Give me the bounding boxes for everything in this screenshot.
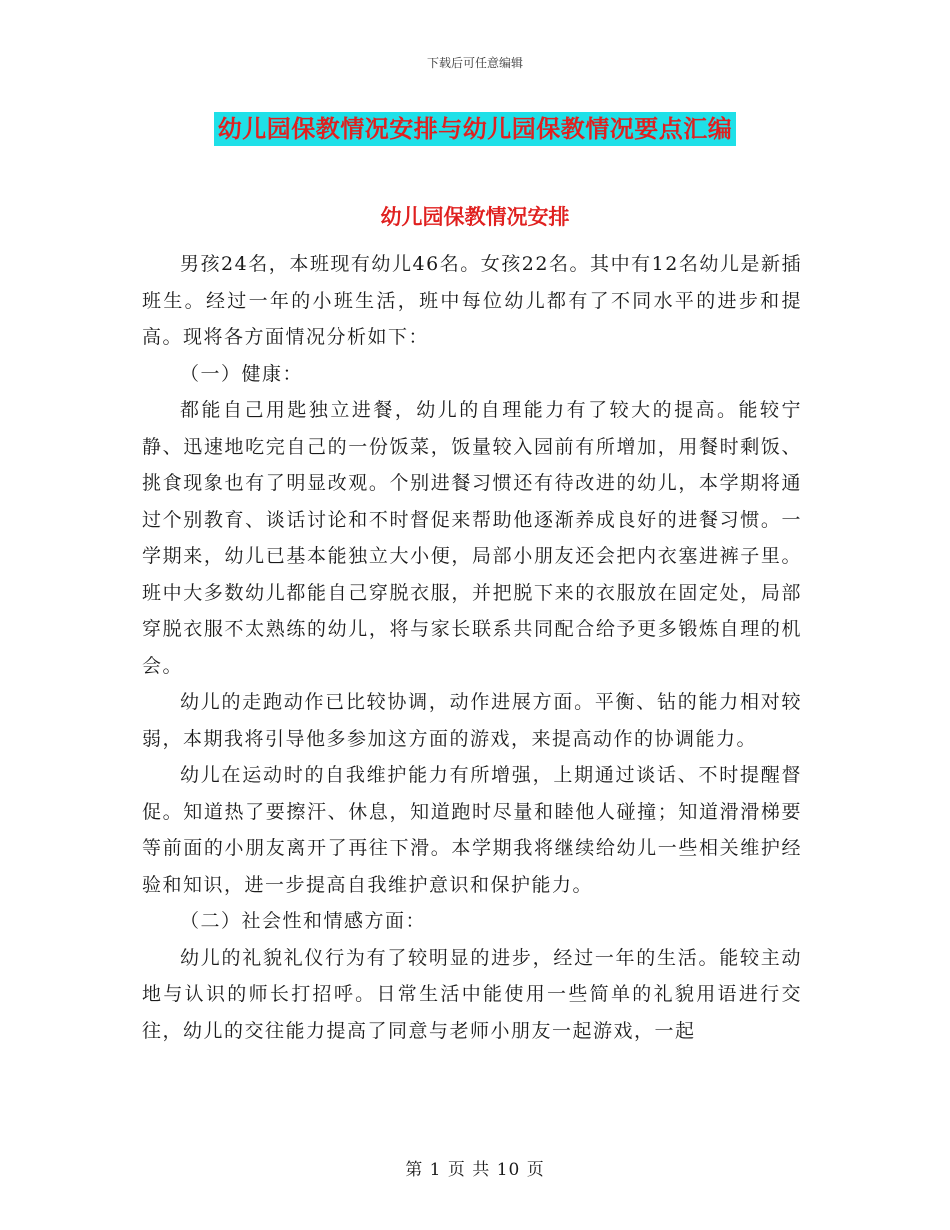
header-note: 下载后可任意编辑 [426, 56, 523, 70]
paragraph-self-protection: 幼儿在运动时的自我维护能力有所增强，上期通过谈话、不时提醒督促。知道热了要擦汗、休息，知道跑时尽量和睦他人碰撞；知道滑滑梯要等前面的小朋友离开了再往下滑。本学期我将继续给幼儿一些相关维护经验和知识，进一步提高自我维护意识和保护能力。 [142, 764, 802, 896]
subheading-health: （一）健康： [180, 362, 304, 385]
page-footer: 第 1 页 共 10 页 [405, 1160, 545, 1180]
paragraph-manners: 幼儿的礼貌礼仪行为有了较明显的进步，经过一年的生活。能较主动地与认识的师长打招呼。日常生活中能使用一些简单的礼貌用语进行交往，幼儿的交往能力提高了同意与老师小朋友一起游戏，一起 [142, 946, 802, 1042]
document-title [0, 112, 950, 146]
paragraph-motor-skills: 幼儿的走跑动作已比较协调，动作进展方面。平衡、钻的能力相对较弱，本期我将引导他多参加这方面的游戏，来提高动作的协调能力。 [142, 691, 802, 750]
paragraph-intro: 男孩24名，本班现有幼儿46名。女孩22名。其中有12名幼儿是新插班生。经过一年的小班生活，班中每位幼儿都有了不同水平的进步和提高。现将各方面情况分析如下： [142, 253, 802, 348]
body-text [142, 246, 802, 1049]
section-title: 幼儿园保教情况安排 [380, 204, 570, 229]
paragraph-self-care: 都能自己用匙独立进餐，幼儿的自理能力有了较大的提高。能较宁静、迅速地吃完自己的一份饭菜，饭量较入园前有所增加，用餐时剩饭、挑食现象也有了明显改观。个别进餐习惯还有待改进的幼儿，本学期将通过个别教育、谈话讨论和不时督促来帮助他逐渐养成良好的进餐习惯。一学期来，幼儿已基本能独立大小便，局部小朋友还会把内衣塞进裤子里。班中大多数幼儿都能自己穿脱衣服，并把脱下来的衣服放在固定处，局部穿脱衣服不太熟练的幼儿，将与家长联系共同配合给予更多锻炼自理的机会。 [142, 399, 802, 677]
subheading-social-emotional: （二）社会性和情感方面： [180, 910, 427, 932]
document-title-text: 幼儿园保教情况安排与幼儿园保教情况要点汇编 [214, 112, 737, 146]
